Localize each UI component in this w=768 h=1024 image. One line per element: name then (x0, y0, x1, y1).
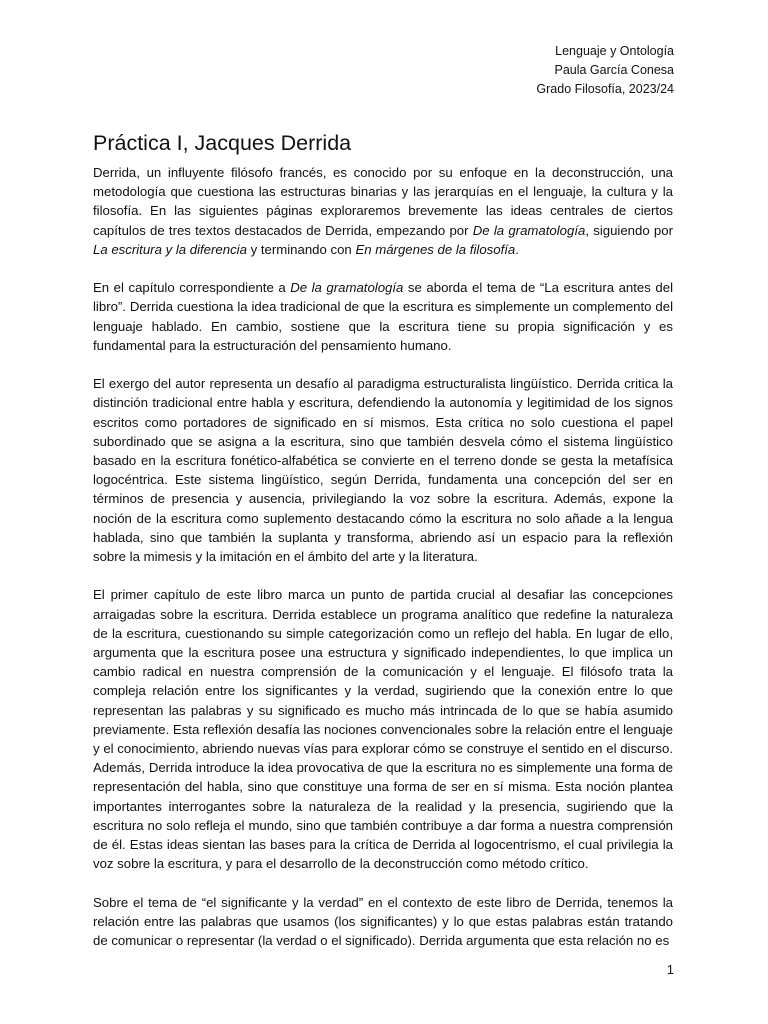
document-header (536, 42, 674, 99)
paragraph (93, 893, 673, 951)
paragraph (93, 278, 673, 355)
document-body (93, 163, 673, 969)
italic-text-segment: De la gramatología (290, 280, 404, 296)
italic-text-segment: La escritura y la diferencia (93, 241, 247, 257)
header-author: Paula García Conesa (554, 63, 674, 77)
text-segment: El primer capítulo de este libro marca un punto de partida crucial al desafiar las concepciones arraigadas sobre la escritura. Derrida establece un programa analítico que redefine la naturaleza de la escritura, cuestionando su simple categorización como un reflejo del habla. En lugar de ello, argumenta que la escritura posee una estructura y significado independientes, lo que implica un cambio radical en nuestra comprensión de la comunicación y el lenguaje. El filósofo trata la compleja relación entre los significantes y la verdad, sugiriendo que la conexión entre lo que representan las palabras y su significado es mucho más intrincada de lo que se había asumido previamente. Esta reflexión desafía las nociones convencionales sobre la relación entre el lenguaje y el conocimiento, abriendo nuevas vías para explorar cómo se construye el sentido en el discurso. Además, Derrida introduce la idea provocativa de que la escritura no es simplemente una forma de representación del habla, sino que constituye una forma de ser en sí misma. Esta noción plantea importantes interrogantes sobre la naturaleza de la realidad y la presencia, sugiriendo que la escritura no solo refleja el mundo, sino que también contribuye a dar forma a nuestra comprensión de él. Estas ideas sientan las bases para la crítica de Derrida al logocentrismo, el cual privilegia la voz sobre la escritura, y para el desarrollo de la deconstrucción como método crítico. (93, 587, 673, 872)
document-title: Práctica I, Jacques Derrida (93, 131, 352, 155)
paragraph (93, 163, 673, 259)
header-course: Lenguaje y Ontología (555, 44, 674, 58)
header-degree: Grado Filosofía, 2023/24 (536, 82, 674, 96)
text-segment: se aborda el tema de “La escritura antes del libro”. Derrida cuestiona la idea tradicional de que la escritura es simplemente un complemento del lenguaje hablado. En cambio, sostiene que la escritura tiene su propia significación y es fundamental para la estructuración del pensamiento humano. (93, 280, 673, 353)
text-segment: Sobre el tema de “el significante y la verdad” en el contexto de este libro de Derrida, tenemos la relación entre las palabras que usamos (los significantes) y lo que estas palabras están tratando de comunicar o representar (la verdad o el significado). Derrida argumenta que esta relación no es (93, 894, 673, 949)
text-segment: El exergo del autor representa un desafío al paradigma estructuralista lingüístico. Derrida critica la distinción tradicional entre habla y escritura, defendiendo la autonomía y legitimidad de los signos escritos como portadores de significado en sí mismos. Esta crítica no solo cuestiona el papel subordinado que se asigna a la escritura, sino que también desvela cómo el sistema lingüístico basado en la escritura fonético-alfabética se convierte en el terreno donde se gesta la metafísica logocéntrica. Este sistema lingüístico, según Derrida, fundamenta una concepción del ser en términos de presencia y ausencia, privilegiando la voz sobre la escritura. Además, expone la noción de la escritura como suplemento destacando cómo la escritura no solo añade a la lengua hablada, sino que también la suplanta y transforma, abriendo así un espacio para la reflexión sobre la mimesis y la imitación en el ámbito del arte y la literatura. (93, 376, 673, 565)
paragraph (93, 585, 673, 873)
paragraph (93, 374, 673, 566)
text-segment: . (515, 241, 519, 257)
text-segment: En el capítulo correspondiente a (93, 280, 291, 296)
page-number: 1 (666, 962, 674, 977)
text-segment: y terminando con (246, 241, 356, 257)
text-segment: Derrida, un influyente filósofo francés, es conocido por su enfoque en la deconstrucción, una metodología que cuestiona las estructuras binarias y las jerarquías en el lenguaje, la cultura y la filosofía. En las siguientes páginas exploraremos brevemente las ideas centrales de ciertos capítulos de tres textos destacados de Derrida, empezando por (93, 165, 673, 238)
text-segment: , siguiendo por (585, 222, 673, 238)
italic-text-segment: En márgenes de la filosofía (355, 241, 516, 257)
italic-text-segment: De la gramatología (472, 222, 586, 238)
